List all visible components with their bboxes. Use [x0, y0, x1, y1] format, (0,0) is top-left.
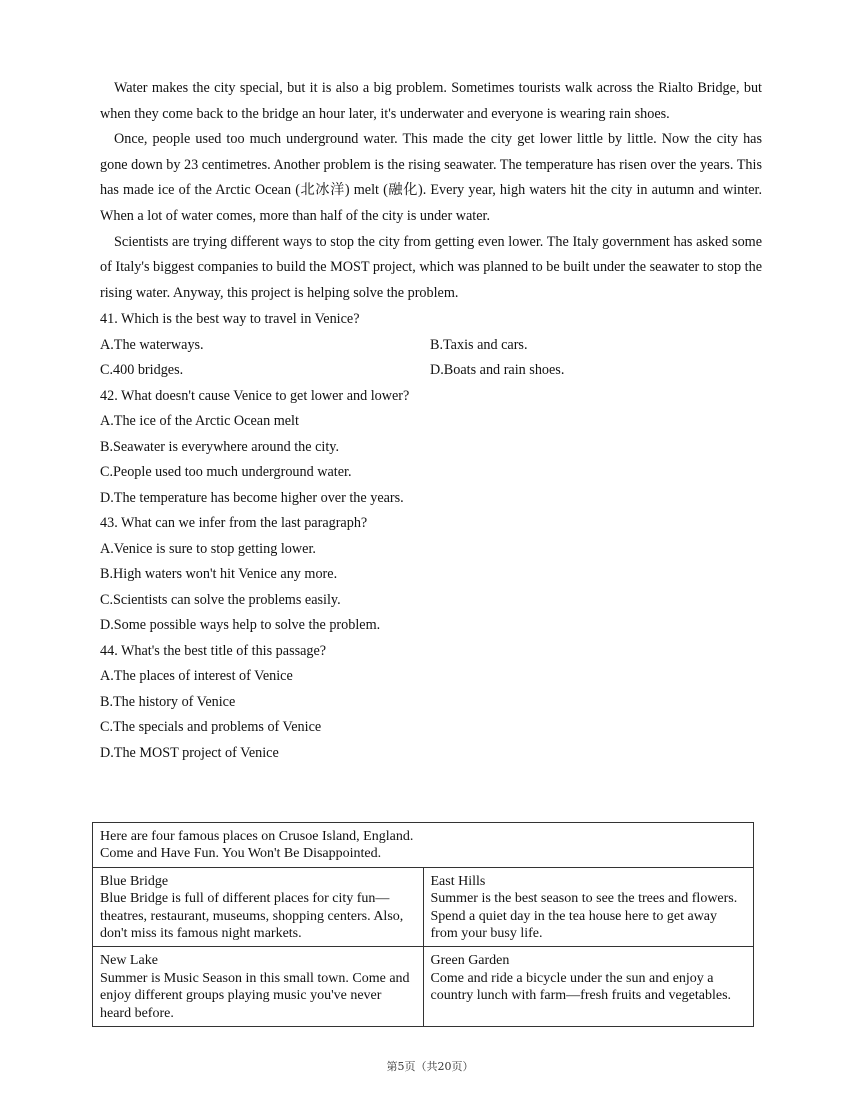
option-row	[100, 333, 762, 359]
option-c: C.400 bridges.	[100, 362, 184, 378]
question-stem: 44. What's the best title of this passage?	[100, 642, 327, 659]
option-c: C.People used too much underground water.	[100, 464, 352, 480]
passage-paragraph: Once, people used too much underground water. This made the city get lower little by little. Now the city has gone down by 23 centimetres. Another problem is the rising seawater. The temperature has risen over the years. This has made ice of the Arctic Ocean (北冰洋) melt (融化). Every year, high waters hit the city in autumn and winter. When a lot of water comes, more than half of the city is under water.	[100, 131, 762, 224]
question-43	[100, 511, 762, 639]
option-b: B.Seawater is everywhere around the city.	[100, 438, 339, 455]
option-d: D.Boats and rain shoes.	[430, 362, 565, 378]
question-stem: 42. What doesn't cause Venice to get lower and lower?	[100, 387, 410, 404]
question-42	[100, 384, 762, 512]
option-d: D.The MOST project of Venice	[100, 744, 279, 761]
place-description: Summer is the best season to see the trees and flowers. Spend a quiet day in the tea house here to get away from your busy life.	[430, 891, 738, 942]
option-a: A.Venice is sure to stop getting lower.	[100, 540, 316, 557]
option-a: A.The places of interest of Venice	[100, 668, 293, 684]
option-a: A.The ice of the Arctic Ocean melt	[100, 413, 299, 429]
table-header-cell	[93, 823, 754, 868]
header-line: Here are four famous places on Crusoe Island, England.	[100, 829, 414, 844]
question-list	[100, 307, 762, 766]
option-b: B.The history of Venice	[100, 693, 236, 710]
option-a: A.The waterways.	[100, 336, 204, 353]
table-row	[93, 867, 754, 947]
place-cell-new-lake	[93, 947, 424, 1027]
table-row	[93, 947, 754, 1027]
option-c: C.The specials and problems of Venice	[100, 719, 322, 735]
question-44	[100, 639, 762, 767]
header-line: Come and Have Fun. You Won't Be Disappointed.	[100, 846, 382, 862]
option-c: C.Scientists can solve the problems easily.	[100, 591, 341, 608]
passage-paragraph: Scientists are trying different ways to stop the city from getting even lower. The Italy government has asked some of Italy's biggest companies to build the MOST project, which was planned to be built under the seawater to stop the rising water. Anyway, this project is helping solve the problem.	[100, 233, 762, 301]
question-stem: 43. What can we infer from the last paragraph?	[100, 515, 368, 531]
option-b: B.Taxis and cars.	[430, 336, 528, 353]
place-cell-east-hills	[423, 867, 754, 947]
place-cell-green-garden	[423, 947, 754, 1027]
option-d: D.Some possible ways help to solve the problem.	[100, 617, 381, 633]
place-description: Come and ride a bicycle under the sun and enjoy a country lunch with farm—fresh fruits and vegetables.	[430, 970, 732, 1004]
place-description: Summer is Music Season in this small town. Come and enjoy different groups playing music you've never heard before.	[100, 970, 410, 1021]
place-name: Green Garden	[430, 953, 510, 969]
place-name: New Lake	[100, 953, 158, 969]
table-header-row	[93, 823, 754, 868]
reading-passage	[100, 76, 762, 306]
passage-paragraph: Water makes the city special, but it is also a big problem. Sometimes tourists walk across the Rialto Bridge, but when they come back to the bridge an hour later, it's underwater and everyone is wearing rain shoes.	[100, 80, 762, 122]
places-table	[92, 822, 754, 1027]
place-cell-blue-bridge	[93, 867, 424, 947]
page-number: 第5页（共20页）	[386, 1060, 474, 1073]
question-41	[100, 307, 762, 384]
option-row	[100, 358, 762, 384]
option-d: D.The temperature has become higher over the years.	[100, 489, 404, 506]
option-b: B.High waters won't hit Venice any more.	[100, 566, 338, 582]
question-stem: 41. Which is the best way to travel in Venice?	[100, 311, 360, 327]
place-name: Blue Bridge	[100, 873, 169, 889]
place-name: East Hills	[430, 873, 486, 889]
place-description: Blue Bridge is full of different places for city fun—theatres, restaurant, museums, shopping centers. Also, don't miss its famous night markets.	[100, 891, 404, 942]
